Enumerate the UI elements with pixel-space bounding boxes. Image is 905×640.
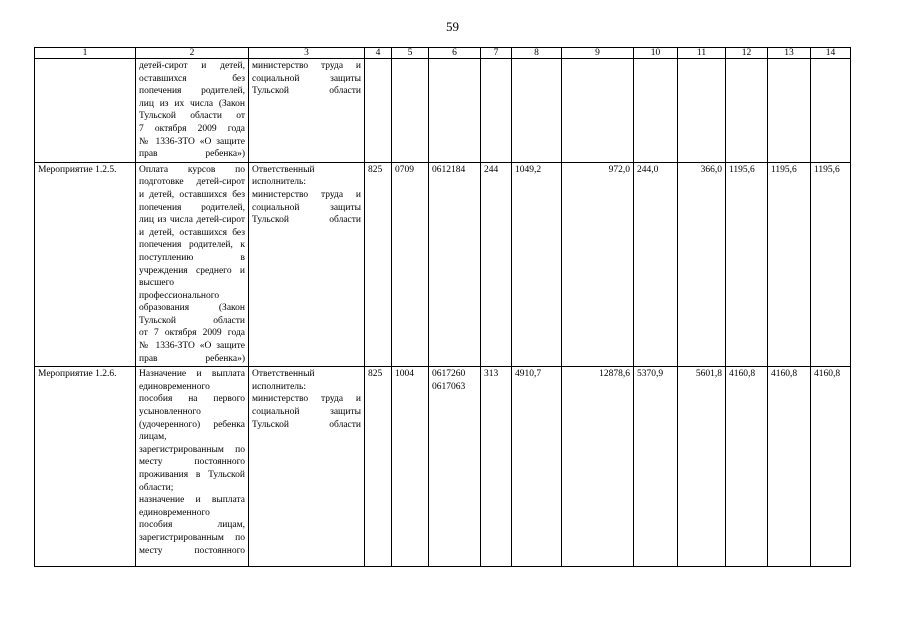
header-cell: 3 <box>249 48 365 59</box>
value-cell: 1195,6 <box>768 162 811 367</box>
description-cell: Оплата курсов по подготовке детей-сирот и детей, оставшихся без попечения родителей, лиц из числа детей-сирот и детей, оставшихся без попечения родителей, к поступлению в учреждения среднего и высшего профессионального образования (Закон Тульской области от 7 октября 2009 года № 1336-ЗТО «О защите прав ребенка») <box>136 162 249 367</box>
value-cell <box>392 59 429 163</box>
value-cell: 4160,8 <box>768 367 811 567</box>
value-cell: 1195,6 <box>726 162 768 367</box>
header-cell: 14 <box>811 48 851 59</box>
header-cell: 7 <box>481 48 512 59</box>
program-table <box>34 47 851 567</box>
executor-cell: Ответственный исполнитель: министерство труда и социальной защиты Тульской области <box>249 162 365 367</box>
value-cell <box>562 59 634 163</box>
header-cell: 10 <box>634 48 678 59</box>
value-cell <box>634 59 678 163</box>
value-cell: 0612184 <box>429 162 481 367</box>
value-cell: 366,0 <box>678 162 726 367</box>
header-cell: 6 <box>429 48 481 59</box>
value-cell: 313 <box>481 367 512 567</box>
value-cell: 1049,2 <box>512 162 562 367</box>
value-cell <box>726 59 768 163</box>
value-cell: 4910,7 <box>512 367 562 567</box>
header-cell: 4 <box>365 48 392 59</box>
table-row <box>35 162 851 367</box>
header-cell: 1 <box>35 48 136 59</box>
page-number: 59 <box>446 19 459 34</box>
header-cell: 2 <box>136 48 249 59</box>
value-cell <box>481 59 512 163</box>
value-cell: 4160,8 <box>726 367 768 567</box>
header-cell: 13 <box>768 48 811 59</box>
value-cell: 1195,6 <box>811 162 851 367</box>
value-cell <box>678 59 726 163</box>
description-cell: детей-сирот и детей, оставшихся без попечения родителей, лиц из их числа (Закон Тульской области от 7 октября 2009 года № 1336-ЗТО «О защите прав ребенка») <box>136 59 249 163</box>
measure-cell: Мероприятие 1.2.5. <box>35 162 136 367</box>
value-cell <box>512 59 562 163</box>
value-cell: 0617260 0617063 <box>429 367 481 567</box>
header-cell: 11 <box>678 48 726 59</box>
value-cell: 4160,8 <box>811 367 851 567</box>
header-row <box>35 48 851 59</box>
value-cell: 5370,9 <box>634 367 678 567</box>
value-cell <box>811 59 851 163</box>
value-cell: 244,0 <box>634 162 678 367</box>
measure-cell <box>35 59 136 163</box>
table-row <box>35 59 851 163</box>
value-cell: 825 <box>365 162 392 367</box>
value-cell: 825 <box>365 367 392 567</box>
value-cell: 1004 <box>392 367 429 567</box>
value-cell: 244 <box>481 162 512 367</box>
value-cell: 12878,6 <box>562 367 634 567</box>
value-cell: 0709 <box>392 162 429 367</box>
measure-cell: Мероприятие 1.2.6. <box>35 367 136 567</box>
value-cell <box>365 59 392 163</box>
value-cell: 972,0 <box>562 162 634 367</box>
value-cell <box>429 59 481 163</box>
table-row <box>35 367 851 567</box>
executor-cell: министерство труда и социальной защиты Тульской области <box>249 59 365 163</box>
header-cell: 9 <box>562 48 634 59</box>
description-cell: Назначение и выплата единовременного пособия на первого усыновленного (удочеренного) ребенка лицам, зарегистрированным по месту постоянного проживания в Тульской области; назначение и выплата единовременного пособия лицам, зарегистрированным по месту постоянного <box>136 367 249 567</box>
value-cell: 5601,8 <box>678 367 726 567</box>
value-cell <box>768 59 811 163</box>
executor-cell: Ответственный исполнитель: министерство труда и социальной защиты Тульской области <box>249 367 365 567</box>
header-cell: 5 <box>392 48 429 59</box>
header-cell: 12 <box>726 48 768 59</box>
header-cell: 8 <box>512 48 562 59</box>
